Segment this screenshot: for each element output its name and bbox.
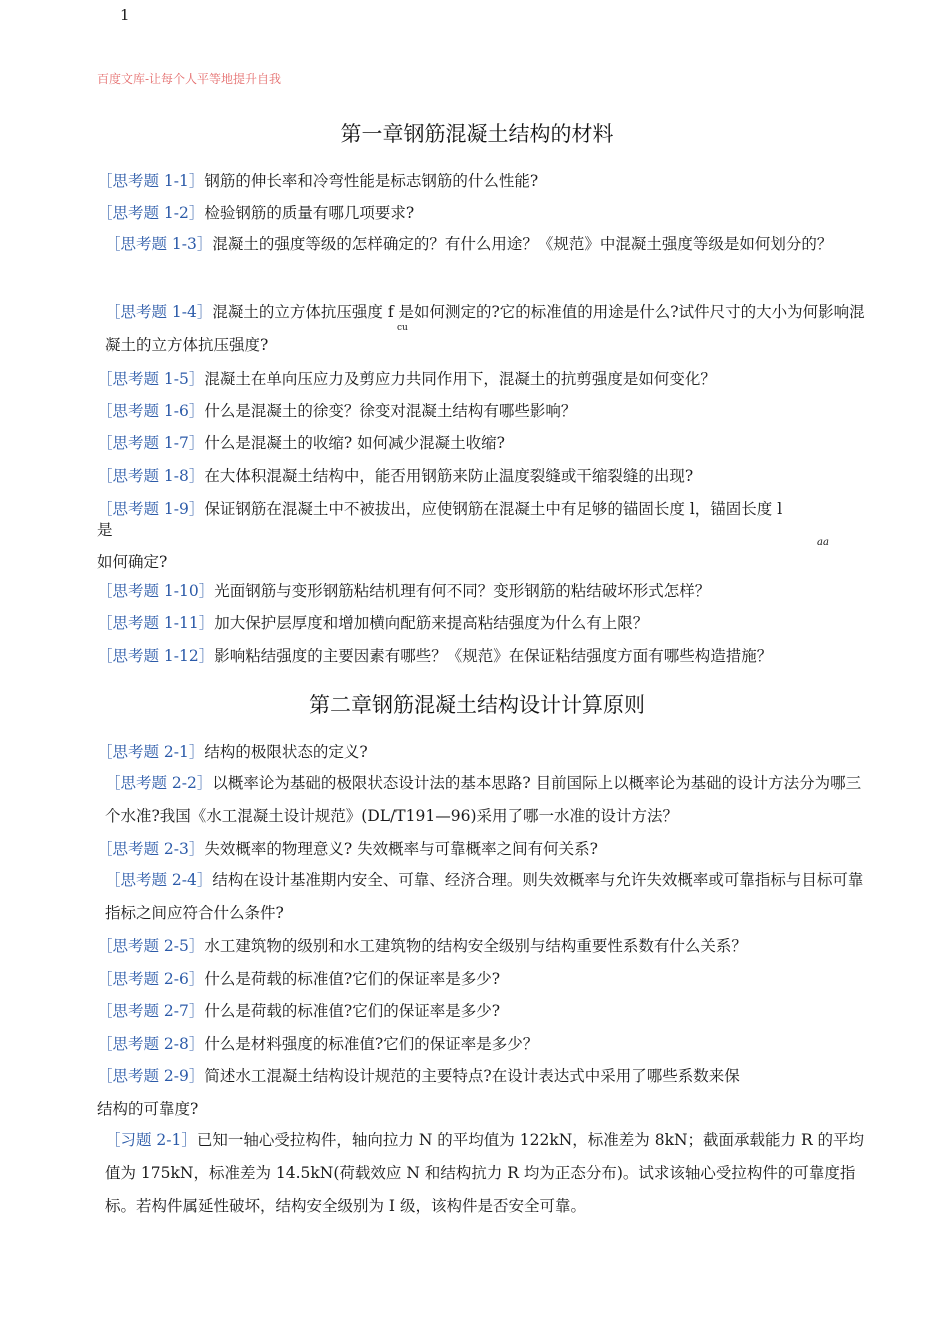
question-2-6 [97,969,857,989]
question-tag: ［思考题 2-2］ [105,774,213,792]
question-tag: ［思考题 1-11］ [97,614,215,632]
question-tag: ［思考题 1-2］ [97,204,205,222]
question-1-12 [97,646,857,666]
question-tag: ［思考题 1-7］ [97,434,205,452]
question-2-7 [97,1001,857,1021]
question-text: 什么是材料强度的标准值?它们的保证率是多少？ [204,1035,539,1053]
question-2-3 [97,839,857,859]
question-text: 什么是混凝土的徐变？徐变对混凝土结构有哪些影响？ [204,402,577,420]
question-1-4 [97,296,865,362]
question-tag: ［思考题 2-5］ [97,937,205,955]
question-1-9-line2: 是 [97,521,113,539]
question-text: 混凝土的强度等级的怎样确定的？有什么用途？《规范》中混凝土强度等级是如何划分的？ [212,235,833,253]
watermark-text: 百度文库-让每个人平等地提升自我 [97,72,282,86]
question-tag: ［思考题 2-7］ [97,1002,205,1020]
question-tag: ［思考题 1-6］ [97,402,205,420]
question-2-1 [97,742,857,762]
question-text: 什么是荷载的标准值?它们的保证率是多少? [204,970,501,988]
question-2-2 [97,767,865,833]
question-1-9-line3: 如何确定? [97,553,168,571]
question-tag: ［思考题 1-10］ [97,582,215,600]
question-text: 以概率论为基础的极限状态设计法的基本思路? 目前国际上以概率论为基础的设计方法分为哪三个水准?我国《水工混凝土设计规范》(DL/T191—96)采用了哪一水准的设计方法？ [105,774,862,825]
question-1-5 [97,369,857,389]
question-tag: ［思考题 2-8］ [97,1035,205,1053]
question-1-6 [97,401,857,421]
question-text: 混凝土的立方体抗压强度 f 是如何测定的?它的标准值的用途是什么?试件尺寸的大小为何影响混凝土的立方体抗压强度? [105,303,865,354]
question-tag: ［思考题 2-9］ [97,1067,205,1085]
question-tag: ［思考题 1-4］ [105,303,213,321]
question-text: 影响粘结强度的主要因素有哪些？《规范》在保证粘结强度方面有哪些构造措施？ [214,647,773,665]
question-text: 什么是荷载的标准值?它们的保证率是多少? [204,1002,501,1020]
question-1-10 [97,581,857,601]
question-2-9 [97,1066,857,1086]
question-tag: ［思考题 1-3］ [105,235,213,253]
question-1-7 [97,433,857,453]
question-text: 结构在设计基准期内安全、可靠、经济合理。则失效概率与允许失效概率或可靠指标与目标可靠指标之间应符合什么条件? [105,871,864,922]
question-2-4 [97,864,865,930]
page-number: 1 [120,6,130,24]
question-text: 钢筋的伸长率和冷弯性能是标志钢筋的什么性能? [204,172,539,190]
chapter-2-title: 第二章钢筋混凝土结构设计计算原则 [309,693,645,717]
question-text: 简述水工混凝土结构设计规范的主要特点?在设计表达式中采用了哪些系数来保 [204,1067,740,1085]
question-tag: ［思考题 1-5］ [97,370,205,388]
question-2-5 [97,936,857,956]
question-1-9 [97,499,857,519]
question-tag: ［思考题 2-1］ [97,743,205,761]
question-1-3 [97,228,865,261]
question-1-11 [97,613,857,633]
question-text: 检验钢筋的质量有哪几项要求? [204,204,415,222]
question-1-8 [97,466,857,486]
question-text: 光面钢筋与变形钢筋粘结机理有何不同？变形钢筋的粘结破坏形式怎样？ [214,582,711,600]
question-tag: ［思考题 1-1］ [97,172,205,190]
exercise-2-1 [97,1124,865,1223]
question-tag: ［思考题 2-6］ [97,970,205,988]
question-text: 在大体积混凝土结构中，能否用钢筋来防止温度裂缝或干缩裂缝的出现? [204,467,694,485]
question-tag: ［思考题 1-8］ [97,467,205,485]
question-2-9-line2: 结构的可靠度? [97,1100,199,1118]
question-text: 结构的极限状态的定义? [204,743,368,761]
question-text: 水工建筑物的级别和水工建筑物的结构安全级别与结构重要性系数有什么关系？ [204,937,747,955]
question-text: 保证钢筋在混凝土中不被拔出，应使钢筋在混凝土中有足够的锚固长度 l，锚固长度 l [204,500,783,518]
chapter-1-title: 第一章钢筋混凝土结构的材料 [340,122,614,146]
question-tag: ［思考题 1-12］ [97,647,215,665]
question-text: 加大保护层厚度和增加横向配筋来提高粘结强度为什么有上限？ [214,614,649,632]
question-text: 什么是混凝土的收缩? 如何减少混凝土收缩? [204,434,505,452]
question-text: 失效概率的物理意义? 失效概率与可靠概率之间有何关系? [204,840,598,858]
question-tag: ［思考题 1-9］ [97,500,205,518]
subscript-aa: aa [817,537,829,548]
question-tag: ［思考题 2-4］ [105,871,213,889]
subscript-cu: cu [397,323,408,333]
question-2-8 [97,1034,857,1054]
question-1-1 [97,171,857,191]
question-text: 混凝土在单向压应力及剪应力共同作用下，混凝土的抗剪强度是如何变化？ [204,370,716,388]
exercise-tag: ［习题 2-1］ [105,1131,197,1149]
exercise-text: 已知一轴心受拉构件，轴向拉力 N 的平均值为 122kN，标准差为 8kN；截面承载能力 R 的平均值为 175kN，标准差为 14.5kN(荷载效应 N 和结构抗力 R 均为正态分布)。试求该轴心受拉构件的可靠度指标。若构件属延性破坏，结构安全级别为 I 级，该构件是否安全可靠。 [105,1131,865,1215]
question-1-2 [97,203,857,223]
question-tag: ［思考题 2-3］ [97,840,205,858]
